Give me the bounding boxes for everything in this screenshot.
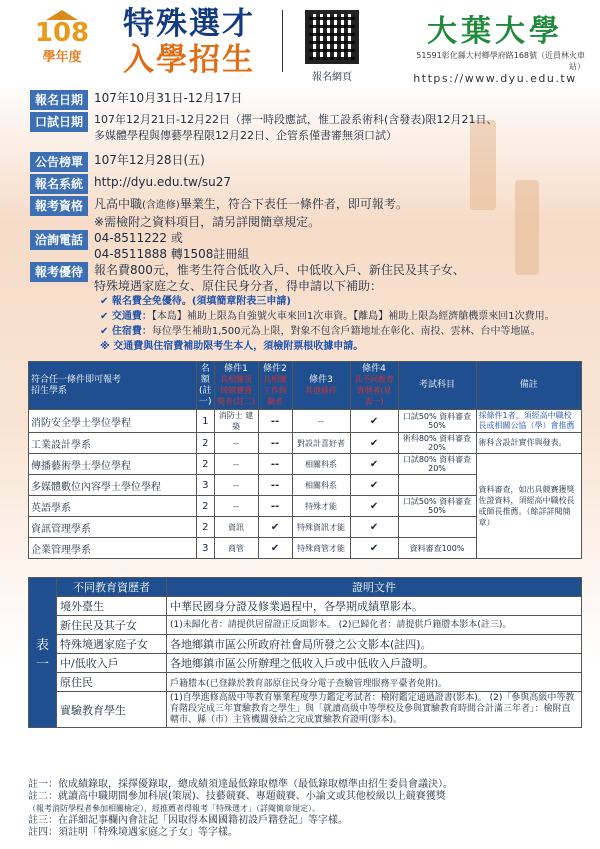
qual-text-sub: (含進修)	[142, 200, 180, 211]
system-url[interactable]: http://dyu.edu.tw/su27	[94, 175, 232, 189]
cell-quota: 3	[197, 475, 215, 496]
cell-c1: 商管	[214, 538, 258, 559]
edu-doc: 各地鄉鎮市區公所辦理之低收入戶或中低收入戶證明。	[167, 654, 582, 673]
university-url[interactable]: https://www.dyu.edu.tw	[413, 72, 577, 85]
cell-quota: 2	[197, 433, 215, 454]
qual-label: 報考資格	[30, 196, 88, 216]
admission-table	[28, 361, 582, 559]
pref-lodging-text: 每位學生補助1,500元為上限，對象不包含戶籍地址在彰化、南投、雲林、台中等地區。	[151, 326, 541, 337]
university-block	[405, 6, 585, 85]
tel-label: 洽詢電話	[30, 230, 88, 250]
cell-note-2: 術科含設計實作與發表。	[476, 433, 581, 454]
table-row	[29, 433, 582, 454]
pref-note: ※ 交通費與住宿費補助限考生本人，須檢附票根收據申請。	[100, 341, 364, 352]
cell-quota: 3	[197, 538, 215, 559]
qr-label: 報名網頁	[312, 72, 352, 83]
edu-doc: (1)自學進修高級中等教育畢業程度學力鑑定考試者：檢附鑑定通過證書(影本)。 (2)「參與高級中等教育階段完成三年實驗教育之學生」與「就讀高級中等學校及參與實驗教育時間合計滿三年者」：檢附直轄市、縣（市）主管機關發給之完成實驗教育證明(影本)。	[167, 692, 582, 728]
announce-value: 107年12月28日(五)	[94, 153, 205, 167]
note-3: 註三：在詳細記事欄內會註記「因取得本國國籍初設戶籍登記」等字樣。	[28, 815, 348, 826]
title-line1: 特殊選才	[123, 6, 255, 42]
footnotes	[28, 779, 588, 839]
c4-sub: 具不同教育資歷者(見表一)	[354, 374, 395, 406]
c3-sub: 其他條件	[305, 385, 338, 395]
page-title	[104, 6, 274, 78]
cell-c4: ✔	[350, 475, 398, 496]
cell-c3: 相關科系	[292, 475, 350, 496]
cond-header: 符合任一條件即可報考	[31, 374, 122, 385]
cell-c4: ✔	[350, 433, 398, 454]
edu-row	[29, 635, 582, 654]
col-c1-header	[214, 362, 258, 410]
cell-c1: --	[214, 433, 258, 454]
pref-label: 報考優待	[30, 262, 88, 282]
tel-row	[30, 230, 249, 262]
logo-year: 學年度	[42, 50, 82, 65]
cell-c2: --	[258, 410, 292, 433]
edu-header-h2: 證明文件	[167, 578, 582, 597]
edu-doc: 戶籍謄本(已登錄於教育部原住民身分電子查驗管理服務平臺者免附)。	[167, 673, 582, 692]
cell-dept: 多媒體數位內容學士學位學程	[29, 475, 197, 496]
cell-c3: --	[292, 410, 350, 433]
c2-header: 條件2	[263, 363, 287, 374]
col-note-header: 備註	[476, 362, 581, 410]
cell-note-1: 採條件1者，須經高中職校長或相關公協（學）會推薦	[476, 410, 581, 433]
cell-c2: --	[258, 475, 292, 496]
reg-date-label: 報名日期	[30, 90, 88, 110]
tel-1: 04-8511222 或	[94, 231, 183, 245]
edu-doc: (1)未歸化者：請提供居留證正反面影本。 (2)已歸化者：請提供戶籍謄本影本(註三)。	[167, 616, 582, 635]
edu-row	[29, 597, 582, 616]
pref-transport-label: ✔ 交通費：	[100, 311, 152, 322]
cell-c1: 消防士 建築	[214, 410, 258, 433]
cell-c2: --	[258, 454, 292, 475]
c1-header: 條件1	[224, 363, 248, 374]
divider	[282, 10, 283, 72]
qual-note: ※需檢附之資料項目，請另詳閱簡章規定。	[94, 215, 321, 229]
pref-text1: 報名費800元，惟考生符合低收入戶、中低收入戶、新住民及其子女、	[94, 263, 465, 277]
admission-rows	[29, 410, 582, 559]
col-c4-header	[350, 362, 398, 410]
col-dept-header	[29, 362, 197, 410]
cell-note-3: 資料審查，如出具競賽獲獎佐證資料，須經高中職校長或師長推薦。（餘詳詳閱簡章）	[476, 454, 581, 559]
cell-dept: 消防安全學士學位學程	[29, 410, 197, 433]
pref-fee: ✔ 報名費全免優待。(須填簡章附表三申請)	[100, 296, 292, 307]
c3-header: 條件3	[309, 374, 333, 385]
edu-type: 特殊境遇家庭子女	[57, 635, 167, 654]
system-label: 報名系統	[30, 174, 88, 194]
table-row	[29, 454, 582, 475]
cell-quota: 1	[197, 410, 215, 433]
cell-c3: 對設計喜好者	[292, 433, 350, 454]
oral-row	[30, 112, 590, 144]
tel-2: 04-8511888 轉1508註冊組	[94, 247, 250, 261]
col-quota-header	[197, 362, 215, 410]
pref-lodging-label: ✔ 住宿費：	[100, 326, 152, 337]
oral-value2: 多媒體學程與傳藝學程限12月22日、企管系僅書審無須口試）	[94, 129, 398, 142]
pref-text2: 特殊境遇家庭之女、原住民身分者，得申請以下補助：	[94, 279, 383, 293]
cell-quota: 2	[197, 517, 215, 538]
note-1: 註一：依成績錄取，採擇優錄取，總成績須達最低錄取標準（最低錄取標準由招生委員會議決）。	[28, 779, 453, 790]
col-exam-header: 考試科目	[398, 362, 476, 410]
header	[0, 0, 600, 88]
cell-dept: 工業設計學系	[29, 433, 197, 454]
edu-doc: 中華民國身分證及修業過程中，各學期成績單影本。	[167, 597, 582, 616]
cell-dept: 企業管理學系	[29, 538, 197, 559]
note-4: 註四：須註明「特殊境遇家庭之子女」等字樣。	[28, 827, 238, 838]
cell-exam: 術科80% 資料審查20%	[398, 433, 476, 454]
cell-c4: ✔	[350, 496, 398, 517]
cell-c2: --	[258, 496, 292, 517]
edu-header-h1: 不同教育資歷者	[57, 578, 167, 597]
qual-text-b: 畢業生，符合下表任一條件者，即可報考。	[179, 197, 408, 211]
cell-c1: 資訊	[214, 517, 258, 538]
edu-type: 原住民	[57, 673, 167, 692]
edu-type: 中/低收入戶	[57, 654, 167, 673]
cell-c4: ✔	[350, 517, 398, 538]
announce-row	[30, 152, 205, 172]
pref-transport-text: 【本島】補助上限為自強號火車來回1次車資。【離島】補助上限為經濟艙機票來回1次費用。	[151, 311, 555, 322]
note-2: 註二：就讀高中職期間參加科展(策展)、技藝競賽、專題競賽、小論文或其他校級以上競賽獲獎	[28, 791, 446, 802]
cell-c2: ✔	[258, 538, 292, 559]
cell-exam	[398, 475, 476, 496]
pref-lodging	[100, 324, 541, 339]
col-c2-header	[258, 362, 292, 410]
university-name: 大葉大學	[427, 14, 563, 49]
pref-row	[30, 262, 465, 294]
education-rows	[29, 578, 582, 728]
edu-row	[29, 673, 582, 692]
university-address: 51591彰化縣大村鄉學府路168號（近員林火車站）	[416, 51, 585, 71]
oral-label: 口試日期	[30, 112, 88, 132]
reg-date-row	[30, 90, 242, 110]
edu-header-row	[29, 578, 582, 597]
worker-illustration	[515, 180, 539, 275]
cell-dept: 英語學系	[29, 496, 197, 517]
cell-quota: 2	[197, 496, 215, 517]
title-line2: 入學招生	[123, 42, 255, 78]
qual-row	[30, 196, 408, 230]
edu-doc: 各地鄉鎮市區公所政府社會局所發之公文影本(註四)。	[167, 635, 582, 654]
edu-row	[29, 616, 582, 635]
cell-dept: 傳播藝術學士學位學程	[29, 454, 197, 475]
edu-type: 實驗教育學生	[57, 692, 167, 728]
cell-exam: 口試80% 資料審查20%	[398, 454, 476, 475]
cell-c2: ✔	[258, 517, 292, 538]
edu-type: 境外臺生	[57, 597, 167, 616]
cell-c4: ✔	[350, 538, 398, 559]
cell-dept: 資訊管理學系	[29, 517, 197, 538]
logo-number: 108	[34, 18, 90, 48]
col-c3-header	[292, 362, 350, 410]
pref-transport	[100, 309, 555, 324]
cell-c4: ✔	[350, 410, 398, 433]
cell-exam: 口試50% 資料審查50%	[398, 496, 476, 517]
quota-sub: (註一)	[199, 385, 212, 407]
cell-exam: 資料審查100%	[398, 538, 476, 559]
cell-c1: --	[214, 454, 258, 475]
edu-row	[29, 692, 582, 728]
table-side-label: 表一	[29, 578, 57, 728]
c1-sub: 具相關領域競賽獲獎者(註二)	[216, 374, 256, 406]
cell-quota: 2	[197, 454, 215, 475]
education-table	[28, 577, 582, 728]
cell-c3: 特殊商管才能	[292, 538, 350, 559]
edu-type: 新住民及其子女	[57, 616, 167, 635]
oral-value1: 107年12月21日-12月22日（擇一時段應試，惟工設系術科(含發表)限12月21日、	[94, 113, 498, 126]
cell-exam	[398, 517, 476, 538]
c4-header: 條件4	[362, 363, 386, 374]
note-2b: （報考消防學程者參加相關檢定），經推薦者得報考「特殊選才」（詳閱簡章規定）。	[28, 804, 320, 813]
cell-c3: 特殊資訊才能	[292, 517, 350, 538]
reg-date-value: 107年10月31日-12月17日	[94, 91, 243, 105]
cell-c4: ✔	[350, 454, 398, 475]
cell-c3: 相關科系	[292, 454, 350, 475]
table-row	[29, 410, 582, 433]
announce-label: 公告榜單	[30, 152, 88, 172]
year-logo	[30, 10, 94, 80]
system-row	[30, 174, 231, 194]
cell-c2: --	[258, 433, 292, 454]
cell-c3: 特殊才能	[292, 496, 350, 517]
quota-header: 名額	[200, 363, 210, 385]
qr-code-icon[interactable]	[305, 10, 359, 64]
qual-text-a: 凡高中職	[94, 197, 143, 211]
edu-row	[29, 654, 582, 673]
cell-c1: --	[214, 475, 258, 496]
c2-sub: 具相關工作經驗者	[263, 374, 288, 406]
dept-header: 招生學系	[31, 385, 68, 396]
cell-exam: 口試50% 資料審查50%	[398, 410, 476, 433]
cell-c1: --	[214, 496, 258, 517]
